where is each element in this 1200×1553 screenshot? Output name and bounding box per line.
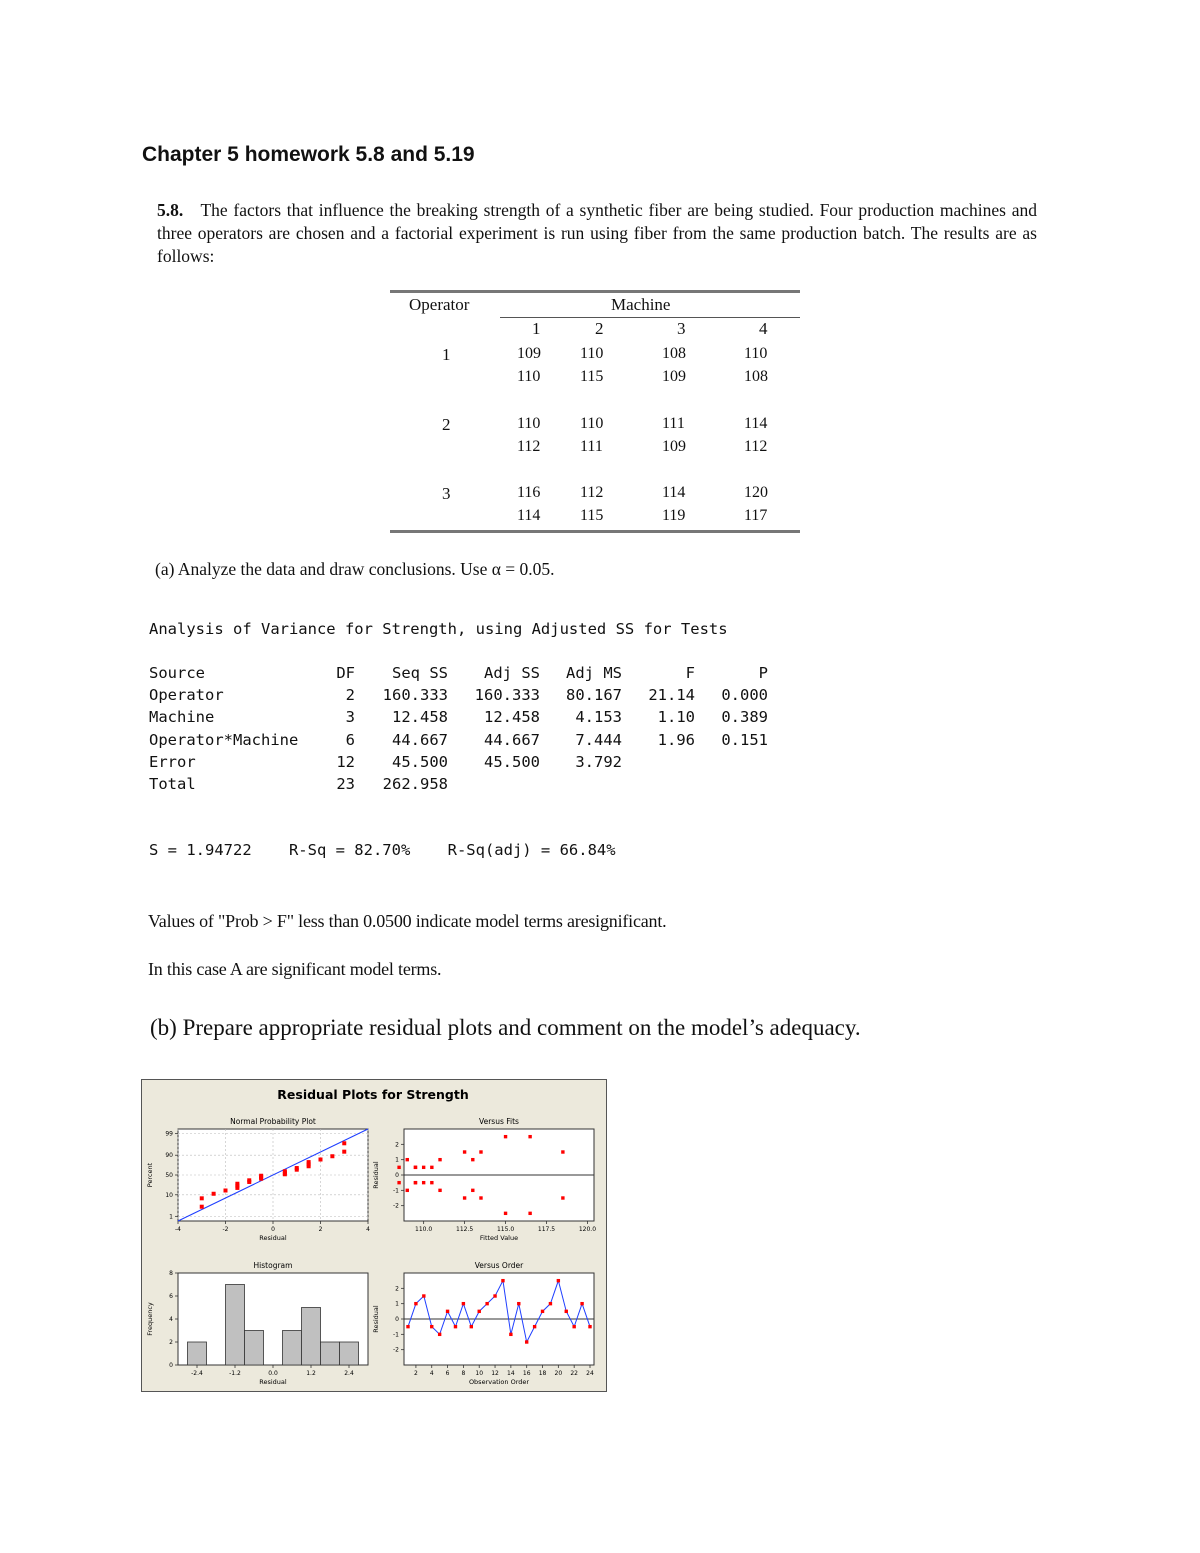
y-tick-label: 10 bbox=[165, 1191, 173, 1199]
x-tick-label: 120.0 bbox=[578, 1226, 597, 1233]
versus-fits-plot bbox=[372, 1117, 596, 1242]
y-tick-label: 4 bbox=[169, 1316, 173, 1323]
data-point bbox=[504, 1212, 507, 1215]
x-tick-label: 110.0 bbox=[415, 1226, 433, 1233]
residual-plots-panel bbox=[141, 1079, 607, 1392]
anova-cell: 21.14 bbox=[648, 686, 695, 705]
y-tick-label: 0 bbox=[395, 1172, 399, 1179]
data-point bbox=[212, 1192, 216, 1196]
table-cell: 108 bbox=[744, 368, 768, 385]
anova-cell: 3 bbox=[345, 708, 355, 727]
histogram-bar bbox=[283, 1331, 302, 1366]
x-tick-label: 6 bbox=[445, 1370, 450, 1377]
data-point bbox=[565, 1310, 568, 1313]
table-cell: 111 bbox=[580, 438, 603, 455]
data-point bbox=[462, 1302, 465, 1305]
table-cell: 112 bbox=[580, 484, 604, 501]
data-point bbox=[235, 1182, 239, 1186]
x-tick-label: 115.0 bbox=[496, 1226, 515, 1233]
anova-cell: Error bbox=[149, 752, 196, 771]
x-tick-label: 0 bbox=[271, 1226, 275, 1233]
x-tick-label: 4 bbox=[429, 1370, 434, 1377]
data-point bbox=[438, 1189, 441, 1192]
anova-cell: 160.333 bbox=[382, 686, 448, 705]
anova-cell: 44.667 bbox=[392, 730, 448, 749]
anova-cell: 6 bbox=[345, 730, 355, 749]
anova-header-cell: Seq SS bbox=[392, 664, 448, 682]
data-point bbox=[478, 1310, 481, 1313]
data-point bbox=[501, 1279, 504, 1282]
machine-col-1: 1 bbox=[532, 319, 541, 338]
problem-text: The factors that influence the breaking strength of a synthetic fiber are being studied. Four production machines and three operators are chosen and a factorial experiment is run using fiber from the same production batch. The results are as follows: bbox=[157, 200, 1037, 266]
x-tick-label: 12 bbox=[491, 1370, 499, 1377]
y-axis-label: Residual bbox=[372, 1161, 380, 1189]
data-point bbox=[406, 1325, 409, 1328]
histogram-bar bbox=[245, 1331, 264, 1366]
operator-header: Operator bbox=[409, 295, 470, 314]
data-point bbox=[200, 1205, 204, 1209]
anova-header-cell: Source bbox=[149, 664, 205, 682]
data-point bbox=[463, 1150, 466, 1153]
data-point bbox=[200, 1196, 204, 1200]
anova-title: Analysis of Variance for Strength, using Adjusted SS for Tests bbox=[149, 620, 728, 638]
x-tick-label: -2.4 bbox=[191, 1370, 203, 1377]
x-tick-label: 2 bbox=[318, 1226, 323, 1233]
data-point bbox=[509, 1333, 512, 1336]
plot-title: Histogram bbox=[253, 1261, 293, 1270]
table-cell: 110 bbox=[744, 345, 768, 362]
table-cell: 111 bbox=[662, 415, 685, 432]
anova-header-cell: P bbox=[758, 664, 768, 682]
anova-cell: 44.667 bbox=[484, 730, 540, 749]
data-point bbox=[504, 1135, 507, 1138]
x-tick-label: 14 bbox=[507, 1370, 515, 1377]
anova-cell: 45.500 bbox=[484, 752, 540, 771]
data-point bbox=[283, 1169, 287, 1173]
data-point bbox=[295, 1166, 299, 1170]
data-point bbox=[525, 1340, 528, 1343]
anova-cell: 45.500 bbox=[392, 752, 448, 771]
x-tick-label: 112.5 bbox=[456, 1226, 474, 1233]
anova-cell: 160.333 bbox=[474, 686, 540, 705]
y-tick-label: 90 bbox=[165, 1152, 173, 1160]
data-point bbox=[588, 1325, 591, 1328]
x-tick-label: 18 bbox=[538, 1370, 547, 1377]
y-tick-label: -2 bbox=[393, 1346, 399, 1354]
x-tick-label: 1.2 bbox=[306, 1370, 316, 1377]
data-point bbox=[414, 1181, 417, 1184]
data-point bbox=[259, 1174, 263, 1178]
table-cell: 114 bbox=[744, 415, 768, 432]
data-point bbox=[406, 1158, 409, 1161]
chapter-title: Chapter 5 homework 5.8 and 5.19 bbox=[142, 143, 475, 166]
anova-cell: 0.151 bbox=[721, 730, 768, 749]
y-tick-label: -2 bbox=[393, 1202, 399, 1210]
y-tick-label: 2 bbox=[395, 1141, 399, 1149]
data-point bbox=[561, 1150, 564, 1153]
table-cell: 114 bbox=[662, 484, 686, 501]
data-point bbox=[414, 1302, 417, 1305]
x-tick-label: 20 bbox=[554, 1370, 563, 1377]
y-tick-label: -1 bbox=[393, 1331, 399, 1339]
residual-plots-title: Residual Plots for Strength bbox=[277, 1087, 469, 1102]
anova-header-cell: F bbox=[685, 664, 695, 682]
x-tick-label: 24 bbox=[586, 1370, 594, 1377]
data-point bbox=[438, 1333, 441, 1336]
table-cell: 110 bbox=[517, 368, 541, 385]
operator-label-2: 2 bbox=[442, 415, 451, 434]
anova-cell: 23 bbox=[336, 775, 355, 793]
data-point bbox=[471, 1158, 474, 1161]
data-point bbox=[422, 1294, 425, 1297]
y-tick-label: 2 bbox=[169, 1339, 173, 1346]
anova-header-cell: Adj MS bbox=[566, 664, 622, 682]
operator-label-1: 1 bbox=[442, 345, 451, 364]
plot-title: Versus Order bbox=[474, 1261, 524, 1270]
table-cell: 110 bbox=[580, 415, 604, 432]
y-tick-label: 8 bbox=[169, 1270, 173, 1277]
data-point bbox=[557, 1279, 560, 1282]
case-note: In this case A are significant model terms. bbox=[148, 959, 442, 979]
y-axis-label: Frequency bbox=[146, 1302, 154, 1336]
y-tick-label: 1 bbox=[395, 1300, 399, 1308]
anova-cell: 1.96 bbox=[657, 730, 695, 749]
y-tick-label: 6 bbox=[169, 1293, 173, 1300]
data-point bbox=[430, 1181, 433, 1184]
table-cell: 115 bbox=[580, 368, 604, 385]
data-point bbox=[561, 1196, 564, 1199]
histogram-bar bbox=[226, 1285, 245, 1366]
table-cell: 119 bbox=[662, 507, 686, 524]
data-point bbox=[307, 1160, 311, 1164]
anova-header-cell: Adj SS bbox=[484, 664, 540, 682]
x-axis-label: Observation Order bbox=[468, 1378, 530, 1386]
anova-cell: 12.458 bbox=[484, 708, 540, 727]
x-tick-label: 2 bbox=[413, 1370, 418, 1377]
plot-title: Normal Probability Plot bbox=[230, 1117, 316, 1126]
table-cell: 114 bbox=[517, 507, 541, 524]
data-point bbox=[454, 1325, 457, 1328]
table-cell: 110 bbox=[580, 345, 604, 362]
data-point bbox=[471, 1189, 474, 1192]
anova-cell: Total bbox=[149, 775, 196, 793]
y-tick-label: 1 bbox=[395, 1156, 399, 1164]
table-cell: 115 bbox=[580, 507, 604, 524]
data-point bbox=[414, 1166, 417, 1169]
y-tick-label: 50 bbox=[165, 1172, 173, 1179]
x-tick-label: 2.4 bbox=[344, 1370, 354, 1377]
data-point bbox=[493, 1294, 496, 1297]
data-point bbox=[342, 1141, 346, 1145]
data-point bbox=[580, 1302, 583, 1305]
y-tick-label: 0 bbox=[395, 1316, 399, 1323]
y-axis-label: Residual bbox=[372, 1305, 380, 1333]
table-cell: 108 bbox=[662, 345, 686, 362]
data-point bbox=[397, 1166, 400, 1169]
data-point bbox=[422, 1181, 425, 1184]
machine-col-3: 3 bbox=[677, 319, 686, 338]
anova-cell: 12.458 bbox=[392, 708, 448, 727]
data-point bbox=[330, 1154, 334, 1158]
problem-statement bbox=[157, 199, 1037, 268]
x-tick-label: 16 bbox=[522, 1370, 531, 1377]
x-axis-label: Residual bbox=[259, 1378, 287, 1386]
data-point bbox=[528, 1135, 531, 1138]
anova-cell: 2 bbox=[345, 686, 355, 705]
table-cell: 109 bbox=[517, 345, 541, 362]
histogram-bar bbox=[340, 1342, 359, 1365]
anova-cell: Machine bbox=[149, 708, 215, 727]
y-tick-label: 0 bbox=[169, 1362, 173, 1369]
machine-col-2: 2 bbox=[595, 319, 604, 338]
data-point bbox=[422, 1166, 425, 1169]
table-cell: 109 bbox=[662, 438, 686, 455]
data-point bbox=[572, 1325, 575, 1328]
prob-note: Values of "Prob > F" less than 0.0500 indicate model terms aresignificant. bbox=[148, 911, 667, 931]
table-cell: 112 bbox=[744, 438, 768, 455]
data-table bbox=[390, 290, 800, 535]
data-point bbox=[549, 1302, 552, 1305]
x-tick-label: 8 bbox=[461, 1370, 466, 1377]
data-point bbox=[397, 1181, 400, 1184]
x-tick-label: 117.5 bbox=[537, 1226, 556, 1233]
y-tick-label: 1 bbox=[169, 1213, 173, 1221]
x-tick-label: 0.0 bbox=[268, 1370, 278, 1377]
anova-cell: 0.000 bbox=[721, 686, 768, 705]
x-tick-label: -2 bbox=[222, 1226, 229, 1233]
data-point bbox=[224, 1188, 228, 1192]
normal-probability-plot bbox=[146, 1117, 370, 1242]
data-point bbox=[319, 1158, 323, 1162]
y-tick-label: 99 bbox=[165, 1130, 173, 1138]
anova-cell: 4.153 bbox=[575, 708, 622, 727]
table-cell: 112 bbox=[517, 438, 541, 455]
table-top-rule bbox=[390, 290, 800, 293]
plot-title: Versus Fits bbox=[479, 1117, 519, 1126]
histogram-plot bbox=[146, 1261, 368, 1386]
data-point bbox=[541, 1310, 544, 1313]
data-point bbox=[430, 1325, 433, 1328]
table-cell: 120 bbox=[744, 484, 768, 501]
anova-header-cell: DF bbox=[336, 664, 355, 682]
anova-cell: 262.958 bbox=[382, 775, 448, 793]
y-axis-label: Percent bbox=[146, 1162, 154, 1188]
versus-order-plot bbox=[372, 1261, 594, 1386]
anova-cell: 1.10 bbox=[657, 708, 695, 727]
histogram-bar bbox=[188, 1342, 207, 1365]
x-tick-label: 4 bbox=[366, 1226, 370, 1233]
table-cell: 116 bbox=[517, 484, 541, 501]
histogram-bar bbox=[321, 1342, 340, 1365]
anova-cell: Operator bbox=[149, 686, 224, 705]
fit-statistics: S = 1.94722 R-Sq = 82.70% R-Sq(adj) = 66.84% bbox=[149, 841, 616, 859]
data-point bbox=[430, 1166, 433, 1169]
data-point bbox=[479, 1196, 482, 1199]
part-b-question: (b) Prepare appropriate residual plots and comment on the model’s adequacy. bbox=[150, 1015, 861, 1040]
problem-number: 5.8. bbox=[157, 200, 184, 220]
x-axis-label: Fitted Value bbox=[479, 1234, 519, 1242]
x-tick-label: 10 bbox=[475, 1370, 484, 1377]
data-point bbox=[533, 1325, 536, 1328]
part-a-question: (a) Analyze the data and draw conclusions. Use α = 0.05. bbox=[155, 559, 555, 579]
x-axis-label: Residual bbox=[259, 1234, 287, 1242]
histogram-bar bbox=[302, 1308, 321, 1366]
anova-cell: 80.167 bbox=[566, 686, 622, 705]
machine-header: Machine bbox=[611, 295, 671, 314]
table-bottom-rule bbox=[390, 530, 800, 533]
table-cell: 110 bbox=[517, 415, 541, 432]
data-point bbox=[446, 1310, 449, 1313]
data-point bbox=[479, 1150, 482, 1153]
anova-cell: 12 bbox=[336, 752, 355, 771]
table-cell: 117 bbox=[744, 507, 768, 524]
data-point bbox=[406, 1189, 409, 1192]
anova-cell: 7.444 bbox=[575, 730, 622, 749]
data-point bbox=[528, 1212, 531, 1215]
data-point bbox=[247, 1178, 251, 1182]
data-point bbox=[485, 1302, 488, 1305]
machine-header-rule bbox=[500, 317, 800, 318]
anova-cell: 3.792 bbox=[575, 752, 622, 771]
machine-col-4: 4 bbox=[759, 319, 768, 338]
x-tick-label: 22 bbox=[570, 1370, 578, 1377]
data-point bbox=[463, 1196, 466, 1199]
y-tick-label: 2 bbox=[395, 1285, 399, 1293]
data-point bbox=[342, 1150, 346, 1154]
operator-label-3: 3 bbox=[442, 484, 451, 503]
residual-plots-figure bbox=[142, 1080, 605, 1390]
data-point bbox=[517, 1302, 520, 1305]
data-point bbox=[470, 1325, 473, 1328]
x-tick-label: -1.2 bbox=[229, 1370, 241, 1377]
table-cell: 109 bbox=[662, 368, 686, 385]
data-point bbox=[438, 1158, 441, 1161]
anova-cell: 0.389 bbox=[721, 708, 768, 727]
anova-cell: Operator*Machine bbox=[149, 730, 299, 749]
x-tick-label: -4 bbox=[175, 1226, 181, 1233]
y-tick-label: -1 bbox=[393, 1187, 399, 1195]
